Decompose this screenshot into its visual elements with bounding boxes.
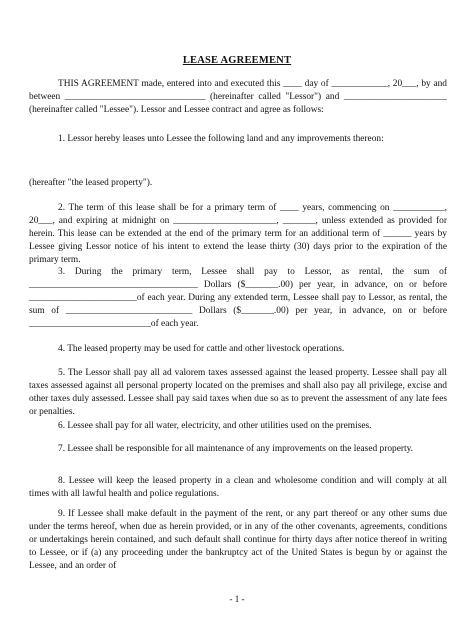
paragraph-leased-property-definition: (hereafter "the leased property"). (29, 178, 153, 188)
paragraph-9-default: 9. If Lessee shall make default in the payment of the rent, or any part thereof or any other sums due under the terms hereof, when due as herein provided, or in any of the other covenants, agreements, conditions or undertakings herein contained, and such default shall continue for thirty days after notice thereof in writing to Lessee, or if (a) any proceeding under the bankruptcy act of the United States is begun by or against the Lessee, and an order of (29, 509, 447, 571)
page-number: - 1 - (229, 594, 245, 604)
paragraph-4-use: 4. The leased property may be used for cattle and other livestock operations. (58, 344, 345, 354)
paragraph-3-rental: 3. During the primary term, Lessee shall pay to Lessor, as rental, the sum of ____________________________________ Dollars ($_______.00) per year, in advance, on or before _______________________of each year. During any extended term, Lessee shall pay to Lessor, as rental, the sum of ___________________________ Dollars ($_______.00) per year, in advance, on or before __________________________of each year. (29, 267, 447, 329)
paragraph-8-cleanliness: 8. Lessee will keep the leased property in a clean and wholesome condition and will comply at all times with all lawful health and police regulations. (29, 476, 447, 499)
document-title: LEASE AGREEMENT (182, 55, 292, 66)
paragraph-6-utilities: 6. Lessee shall pay for all water, electricity, and other utilities used on the premises. (58, 421, 372, 431)
paragraph-5-taxes: 5. The Lessor shall pay all ad valorem taxes assessed against the leased property. Lessee shall pay all taxes assessed against all personal property located on the premises and shall also pay all privilege, excise and other taxes duly assessed. Lessee shall pay said taxes when due so as to prevent the assessment of any late fees or penalties. (29, 368, 447, 417)
paragraph-2-term: 2. The term of this lease shall be for a primary term of ____ years, commencing on ___________, 20___, and expiring at midnight on ______________________, _______, unless extended as provided for herein. This lease can be extended at the end of the primary term for an additional term of ______ years by Lessee giving Lessor notice of his intent to extend the lease thirty (30) days prior to the expiration of the primary term. (29, 203, 447, 265)
paragraph-7-maintenance: 7. Lessee shall be responsible for all maintenance of any improvements on the leased property. (58, 444, 414, 454)
paragraph-1-leased-land: 1. Lessor hereby leases unto Lessee the following land and any improvements thereon: (58, 134, 384, 144)
paragraph-intro: THIS AGREEMENT made, entered into and executed this ____ day of ____________, 20___, by and between ______________________________ (hereinafter called "Lessor") and ______________________ (hereinafter called "Lessee"). Lessor and Lessee contract and agree as follows: (29, 79, 447, 115)
